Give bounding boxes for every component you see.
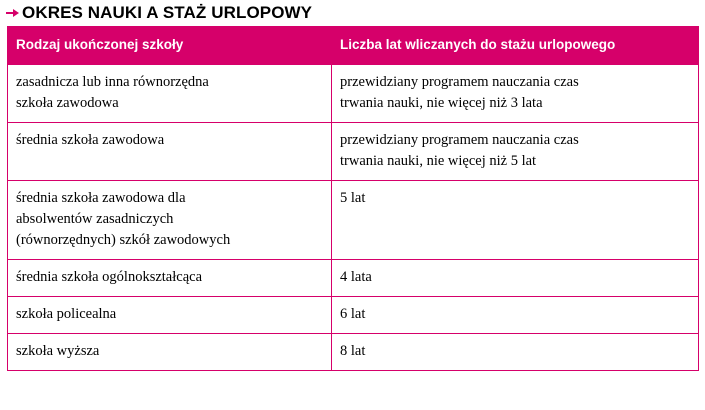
cell-line: 4 lata (340, 269, 372, 286)
cell-line: średnia szkoła zawodowa dla (16, 190, 186, 207)
cell-years (332, 181, 699, 260)
cell-years (332, 297, 699, 334)
cell-years (332, 123, 699, 181)
cell-school (8, 123, 332, 181)
table-row (8, 65, 699, 123)
cell-years (332, 334, 699, 371)
cell-school (8, 181, 332, 260)
cell-line: absolwentów zasadniczych (16, 211, 174, 228)
cell-line: przewidziany programem nauczania czas (340, 132, 579, 149)
cell-line: przewidziany programem nauczania czas (340, 74, 579, 91)
table-row (8, 123, 699, 181)
cell-line: szkoła wyższa (16, 343, 100, 360)
cell-years (332, 260, 699, 297)
cell-line: średnia szkoła ogólnokształcąca (16, 269, 203, 286)
cell-line: trwania nauki, nie więcej niż 5 lat (340, 153, 537, 170)
table-body (8, 65, 699, 371)
cell-school (8, 65, 332, 123)
school-years-table (7, 26, 699, 371)
table-header (8, 27, 699, 65)
table-header-row (8, 27, 699, 65)
cell-school (8, 297, 332, 334)
cell-line: trwania nauki, nie więcej niż 3 lata (340, 95, 543, 112)
cell-line: szkoła policealna (16, 306, 117, 323)
column-header-years: Liczba lat wliczanych do stażu urlopowego (332, 27, 699, 65)
cell-years (332, 65, 699, 123)
cell-line: 8 lat (340, 343, 366, 360)
table-row (8, 297, 699, 334)
cell-line: szkoła zawodowa (16, 95, 119, 112)
cell-school (8, 334, 332, 371)
table-row (8, 260, 699, 297)
cell-line: 5 lat (340, 190, 366, 207)
cell-school (8, 260, 332, 297)
cell-line: zasadnicza lub inna równorzędna (16, 74, 209, 91)
page-title: OKRES NAUKI A STAŻ URLOPOWY (22, 3, 313, 22)
cell-line: 6 lat (340, 306, 366, 323)
cell-line: średnia szkoła zawodowa (16, 132, 165, 149)
table-row (8, 334, 699, 371)
column-header-school: Rodzaj ukończonej szkoły (8, 27, 332, 65)
cell-line: (równorzędnych) szkół zawodowych (16, 232, 231, 249)
arrow-bullet-icon (6, 8, 20, 18)
document-title-row (0, 0, 705, 26)
table-row (8, 181, 699, 260)
